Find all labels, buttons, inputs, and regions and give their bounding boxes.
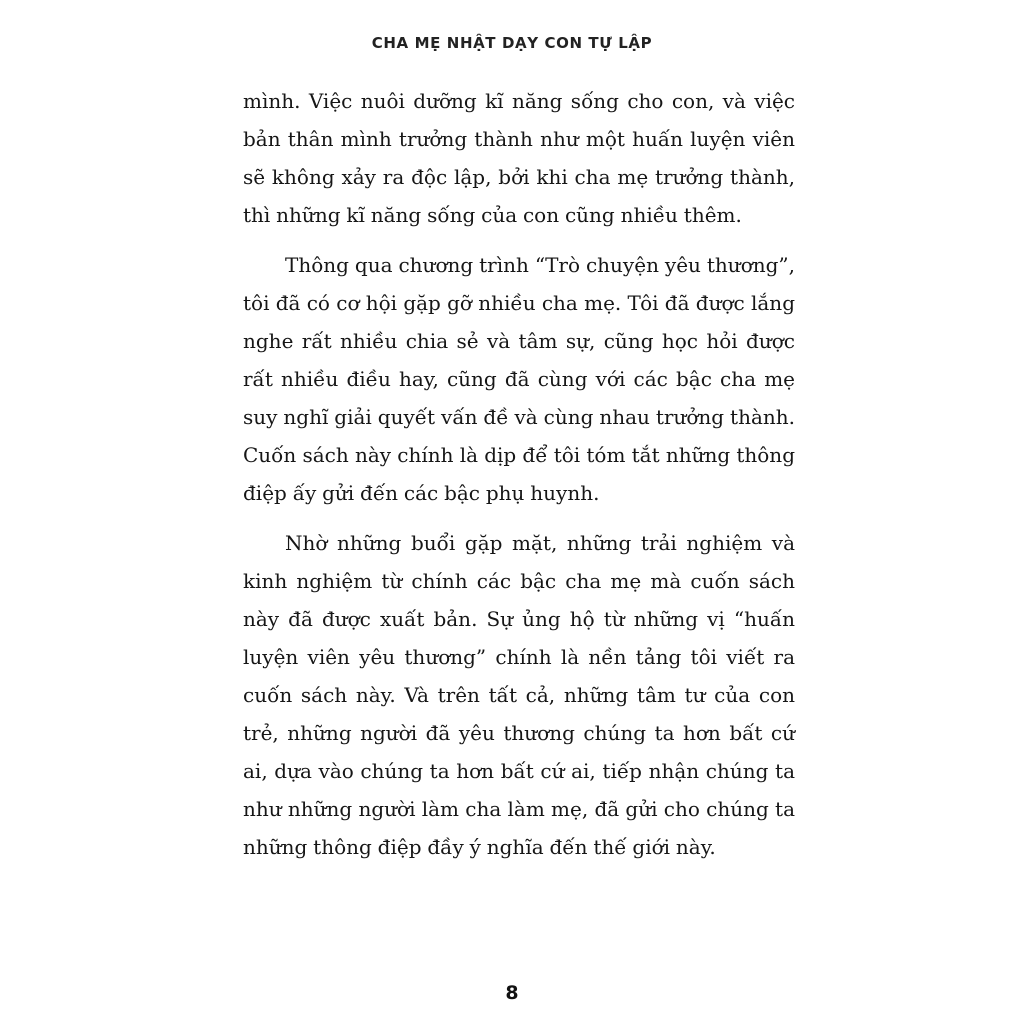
paragraph-continued: mình. Việc nuôi dưỡng kĩ năng sống cho con, và việc bản thân mình trưởng thành như một huấn luyện viên sẽ không xảy ra độc lập, bởi khi cha mẹ trưởng thành, thì những kĩ năng sống của con cũng nhiều thêm. <box>243 89 795 227</box>
running-header-title: CHA MẸ NHẬT DẠY CON TỰ LẬP <box>371 34 653 52</box>
body-text <box>243 82 795 866</box>
page-number: 8 <box>505 982 519 1004</box>
paragraph-program: Thông qua chương trình “Trò chuyện yêu thương”, tôi đã có cơ hội gặp gỡ nhiều cha mẹ. Tôi đã được lắng nghe rất nhiều chia sẻ và tâm sự, cũng học hỏi được rất nhiều điều hay, cũng đã cùng với các bậc cha mẹ suy nghĩ giải quyết vấn đề và cùng nhau trưởng thành. Cuốn sách này chính là dịp để tôi tóm tắt những thông điệp ấy gửi đến các bậc phụ huynh. <box>243 253 795 505</box>
paragraph-gratitude: Nhờ những buổi gặp mặt, những trải nghiệm và kinh nghiệm từ chính các bậc cha mẹ mà cuốn sách này đã được xuất bản. Sự ủng hộ từ những vị “huấn luyện viên yêu thương” chính là nền tảng tôi viết ra cuốn sách này. Và trên tất cả, những tâm tư của con trẻ, những người đã yêu thương chúng ta hơn bất cứ ai, dựa vào chúng ta hơn bất cứ ai, tiếp nhận chúng ta như những người làm cha làm mẹ, đã gửi cho chúng ta những thông điệp đầy ý nghĩa đến thế giới này. <box>243 531 795 859</box>
